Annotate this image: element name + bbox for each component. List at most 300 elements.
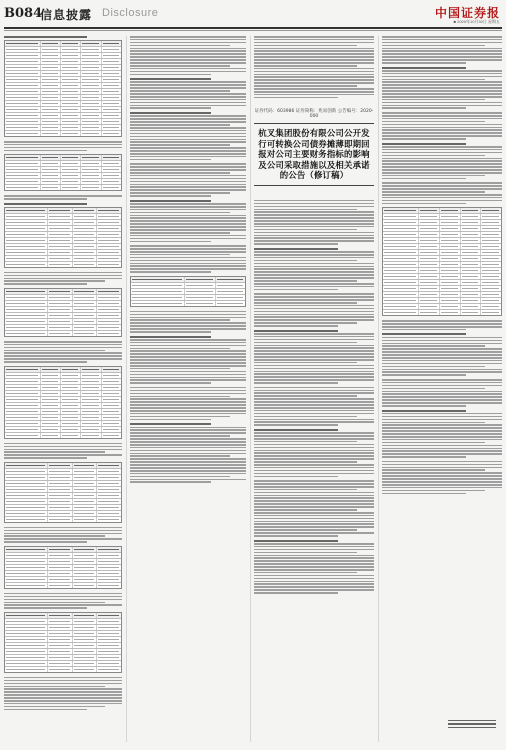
- table-cell: [383, 286, 419, 291]
- text-line: [382, 453, 502, 455]
- text-line: [130, 186, 246, 188]
- table-cell: [102, 397, 121, 402]
- text-line: [4, 344, 122, 346]
- table-cell: [48, 559, 73, 564]
- table-cell: [81, 107, 101, 112]
- table-cell: [419, 220, 440, 225]
- text-line: [254, 470, 374, 472]
- table-cell: [5, 487, 48, 492]
- table-cell: [383, 244, 419, 249]
- text-line: [130, 48, 246, 50]
- table-cell: [419, 304, 440, 309]
- table-cell: [102, 161, 121, 166]
- text-line: [4, 599, 122, 601]
- table-cell: [5, 185, 41, 190]
- table-cell: [5, 89, 41, 94]
- table-cell: [97, 232, 121, 237]
- table-cell: [440, 274, 461, 279]
- text-line: [4, 278, 122, 280]
- paragraph: [130, 245, 246, 273]
- text-line: [254, 214, 374, 216]
- table-cell: [440, 298, 461, 303]
- text-line: [254, 509, 357, 511]
- table-cell: [102, 65, 121, 70]
- text-line: [254, 407, 374, 409]
- table-cell: [419, 280, 440, 285]
- column-1: [4, 36, 122, 742]
- table-cell: [48, 661, 73, 666]
- text-line: [4, 688, 122, 690]
- text-line: [130, 147, 246, 149]
- table-cell: [81, 427, 101, 432]
- text-line: [254, 489, 357, 491]
- table-cell: [81, 373, 101, 378]
- text-line: [130, 322, 246, 324]
- table-cell: [102, 77, 121, 82]
- text-line: [254, 495, 374, 497]
- table-cell: [216, 283, 245, 288]
- table-cell: [419, 292, 440, 297]
- text-line: [130, 447, 246, 449]
- text-line: [254, 296, 374, 298]
- section-heading: [130, 423, 211, 425]
- table-cell: [5, 481, 48, 486]
- table-cell: [5, 499, 48, 504]
- text-line: [4, 144, 122, 146]
- text-line: [4, 275, 122, 277]
- text-line: [254, 382, 338, 384]
- text-line: [254, 76, 374, 78]
- paragraph: [254, 251, 374, 290]
- text-line: [254, 521, 374, 523]
- text-line: [254, 339, 374, 341]
- text-line: [130, 71, 246, 73]
- text-line: [254, 592, 338, 594]
- table-cell: [48, 226, 73, 231]
- paragraph: [4, 341, 122, 363]
- text-line: [130, 348, 230, 350]
- text-line: [382, 138, 466, 140]
- table-cell: [461, 244, 482, 249]
- text-line: [254, 311, 374, 313]
- table-cell: [81, 65, 101, 70]
- text-line: [382, 118, 502, 120]
- text-line: [254, 356, 374, 358]
- text-line: [130, 220, 246, 222]
- headline-rule: [254, 123, 374, 124]
- text-line: [130, 368, 230, 370]
- table-cell: [41, 391, 61, 396]
- text-line: [130, 62, 246, 64]
- text-line: [130, 153, 246, 155]
- table-cell: [419, 208, 440, 213]
- text-line: [130, 229, 246, 231]
- column-4: [382, 36, 502, 742]
- table-cell: [419, 226, 440, 231]
- table-cell: [97, 571, 121, 576]
- text-line: [254, 308, 374, 310]
- text-line: [254, 480, 374, 482]
- table-cell: [41, 367, 61, 372]
- table-cell: [97, 559, 121, 564]
- text-line: [254, 419, 374, 421]
- text-line: [254, 566, 374, 568]
- paragraph: [254, 36, 374, 98]
- text-line: [130, 156, 246, 158]
- table-cell: [48, 613, 73, 618]
- text-line: [4, 677, 122, 679]
- table-cell: [383, 298, 419, 303]
- text-line: [382, 484, 502, 486]
- text-line: [130, 398, 246, 400]
- table-cell: [81, 385, 101, 390]
- table-cell: [5, 511, 48, 516]
- table-cell: [131, 289, 185, 294]
- text-line: [130, 429, 246, 431]
- text-line: [254, 452, 374, 454]
- text-line: [254, 450, 374, 452]
- table-cell: [383, 208, 419, 213]
- text-line: [254, 333, 374, 335]
- table-cell: [61, 131, 81, 136]
- text-line: [254, 424, 338, 426]
- table-cell: [48, 325, 73, 330]
- text-line: [130, 81, 246, 83]
- table-cell: [5, 232, 48, 237]
- text-line: [254, 42, 374, 44]
- text-line: [382, 45, 485, 47]
- table-cell: [102, 403, 121, 408]
- text-line: [254, 283, 374, 285]
- table-cell: [73, 649, 98, 654]
- text-line: [4, 541, 87, 543]
- table-cell: [48, 481, 73, 486]
- text-line: [130, 435, 230, 437]
- table-row: [5, 517, 121, 522]
- table-cell: [216, 289, 245, 294]
- text-line: [130, 438, 246, 440]
- text-line: [254, 467, 374, 469]
- data-table: [4, 207, 122, 268]
- text-line: [130, 444, 246, 446]
- text-line: [382, 366, 485, 368]
- text-line: [382, 402, 502, 404]
- text-line: [382, 172, 502, 174]
- table-cell: [102, 89, 121, 94]
- text-line: [130, 53, 246, 55]
- table-cell: [419, 310, 440, 315]
- text-line: [130, 206, 246, 208]
- text-line: [130, 401, 246, 403]
- table-cell: [481, 310, 501, 315]
- table-cell: [131, 295, 185, 300]
- paragraph: [382, 337, 502, 376]
- table-cell: [97, 649, 121, 654]
- table-cell: [5, 571, 48, 576]
- table-row: [5, 185, 121, 190]
- text-line: [382, 48, 502, 50]
- table-cell: [97, 583, 121, 588]
- text-line: [254, 435, 374, 437]
- table-cell: [48, 301, 73, 306]
- text-line: [254, 305, 374, 307]
- table-cell: [185, 301, 215, 306]
- text-line: [254, 455, 374, 457]
- section-heading: [130, 200, 211, 202]
- text-line: [254, 266, 374, 268]
- paragraph: [382, 320, 502, 330]
- text-line: [254, 342, 357, 344]
- text-line: [382, 73, 502, 75]
- text-line: [254, 535, 338, 537]
- text-line: [382, 490, 485, 492]
- text-line: [4, 358, 122, 360]
- table-cell: [48, 637, 73, 642]
- text-line: [382, 185, 502, 187]
- masthead: [4, 4, 502, 26]
- text-line: [130, 121, 246, 123]
- table-cell: [419, 286, 440, 291]
- text-line: [254, 464, 374, 466]
- text-line: [254, 395, 357, 397]
- text-line: [130, 241, 211, 243]
- table-cell: [440, 220, 461, 225]
- text-line: [4, 686, 105, 688]
- text-line: [4, 538, 122, 540]
- table-cell: [5, 289, 48, 294]
- table-cell: [440, 262, 461, 267]
- text-line: [130, 139, 246, 141]
- text-line: [4, 451, 105, 453]
- table-cell: [102, 107, 121, 112]
- paragraph: [130, 115, 246, 160]
- table-cell: [48, 250, 73, 255]
- text-line: [254, 373, 374, 375]
- text-line: [130, 461, 246, 463]
- text-line: [254, 260, 357, 262]
- text-line: [130, 328, 246, 330]
- text-line: [254, 350, 374, 352]
- text-line: [130, 314, 246, 316]
- table-cell: [73, 301, 98, 306]
- table-cell: [102, 119, 121, 124]
- text-line: [254, 404, 374, 406]
- table-cell: [73, 214, 98, 219]
- table-cell: [481, 238, 501, 243]
- text-line: [382, 102, 502, 104]
- text-line: [4, 527, 122, 529]
- text-line: [4, 280, 105, 282]
- text-line: [254, 549, 374, 551]
- text-line: [382, 388, 485, 390]
- text-line: [382, 439, 502, 441]
- table-cell: [73, 238, 98, 243]
- table-cell: [48, 553, 73, 558]
- table-cell: [97, 619, 121, 624]
- paragraph: [130, 311, 246, 333]
- table-cell: [5, 475, 48, 480]
- table-cell: [481, 274, 501, 279]
- text-line: [130, 102, 246, 104]
- text-line: [382, 323, 502, 325]
- table-cell: [73, 475, 98, 480]
- text-line: [254, 473, 374, 475]
- table-cell: [73, 517, 98, 522]
- table-cell: [48, 649, 73, 654]
- table-cell: [461, 268, 482, 273]
- table-cell: [41, 95, 61, 100]
- text-line: [254, 74, 374, 76]
- text-line: [130, 396, 230, 398]
- table-cell: [73, 244, 98, 249]
- text-line: [382, 329, 466, 331]
- text-line: [254, 441, 357, 443]
- table-cell: [73, 643, 98, 648]
- table-cell: [102, 433, 121, 438]
- table-cell: [41, 59, 61, 64]
- table-cell: [5, 505, 48, 510]
- table-row: [5, 433, 121, 438]
- table-cell: [81, 379, 101, 384]
- text-line: [254, 486, 374, 488]
- text-line: [382, 343, 502, 345]
- text-line: [130, 93, 246, 95]
- column-2: [130, 36, 246, 742]
- table-cell: [5, 547, 48, 552]
- table-cell: [97, 577, 121, 582]
- table-cell: [73, 493, 98, 498]
- table-cell: [61, 373, 81, 378]
- table-cell: [383, 220, 419, 225]
- text-line: [254, 237, 374, 239]
- text-line: [382, 107, 466, 109]
- table-cell: [81, 161, 101, 166]
- table-cell: [61, 409, 81, 414]
- text-line: [130, 141, 246, 143]
- table-cell: [461, 310, 482, 315]
- table-cell: [81, 433, 101, 438]
- text-line: [254, 353, 374, 355]
- text-line: [254, 45, 357, 47]
- table-cell: [5, 643, 48, 648]
- table-cell: [5, 385, 41, 390]
- text-line: [130, 87, 246, 89]
- table-cell: [97, 493, 121, 498]
- table-cell: [81, 41, 101, 46]
- paragraph: [130, 387, 246, 420]
- text-line: [254, 362, 357, 364]
- text-line: [254, 589, 374, 591]
- table-cell: [5, 619, 48, 624]
- table-cell: [102, 379, 121, 384]
- table-cell: [5, 397, 41, 402]
- table-cell: [73, 583, 98, 588]
- table-cell: [97, 256, 121, 261]
- data-table: [4, 154, 122, 191]
- table-cell: [73, 289, 98, 294]
- table-cell: [73, 220, 98, 225]
- table-cell: [185, 295, 215, 300]
- table-cell: [48, 517, 73, 522]
- text-line: [254, 91, 374, 93]
- text-line: [382, 182, 502, 184]
- column-divider: [126, 36, 127, 742]
- table-cell: [61, 185, 81, 190]
- text-line: [382, 487, 502, 489]
- masthead-rule-thin: [4, 30, 502, 31]
- text-line: [4, 347, 122, 349]
- text-line: [254, 217, 374, 219]
- table-cell: [97, 463, 121, 468]
- text-line: [130, 479, 246, 481]
- text-line: [130, 441, 246, 443]
- table-cell: [481, 292, 501, 297]
- table-cell: [102, 71, 121, 76]
- table-cell: [5, 631, 48, 636]
- text-line: [254, 387, 374, 389]
- table-cell: [440, 310, 461, 315]
- text-line: [130, 453, 246, 455]
- table-cell: [48, 583, 73, 588]
- text-line: [130, 90, 230, 92]
- table-cell: [383, 214, 419, 219]
- paragraph: [130, 36, 246, 75]
- table-cell: [97, 325, 121, 330]
- table-cell: [41, 385, 61, 390]
- text-line: [254, 523, 374, 525]
- table-cell: [81, 89, 101, 94]
- text-line: [382, 178, 466, 180]
- table-cell: [216, 295, 245, 300]
- text-line: [130, 130, 246, 132]
- table-cell: [41, 161, 61, 166]
- text-line: [382, 76, 502, 78]
- table-cell: [73, 463, 98, 468]
- text-line: [130, 124, 230, 126]
- table-cell: [102, 125, 121, 130]
- table-cell: [48, 511, 73, 516]
- text-line: [130, 458, 246, 460]
- table-cell: [97, 661, 121, 666]
- text-line: [382, 99, 485, 101]
- table-cell: [461, 226, 482, 231]
- table-cell: [5, 565, 48, 570]
- table-cell: [481, 214, 501, 219]
- text-line: [254, 322, 357, 324]
- paragraph: [254, 333, 374, 384]
- text-line: [254, 476, 338, 478]
- section-heading: [130, 336, 211, 338]
- text-line: [130, 379, 246, 381]
- table-cell: [61, 113, 81, 118]
- table-cell: [481, 256, 501, 261]
- table-cell: [5, 214, 48, 219]
- table-cell: [73, 325, 98, 330]
- text-line: [254, 203, 374, 205]
- table-cell: [48, 232, 73, 237]
- text-line: [130, 163, 246, 165]
- text-line: [4, 272, 122, 274]
- text-line: [130, 175, 246, 177]
- text-line: [254, 483, 374, 485]
- table-cell: [73, 637, 98, 642]
- table-cell: [73, 667, 98, 672]
- table-cell: [5, 238, 48, 243]
- data-table: [4, 40, 122, 137]
- table-cell: [61, 179, 81, 184]
- table-cell: [73, 505, 98, 510]
- text-line: [382, 90, 502, 92]
